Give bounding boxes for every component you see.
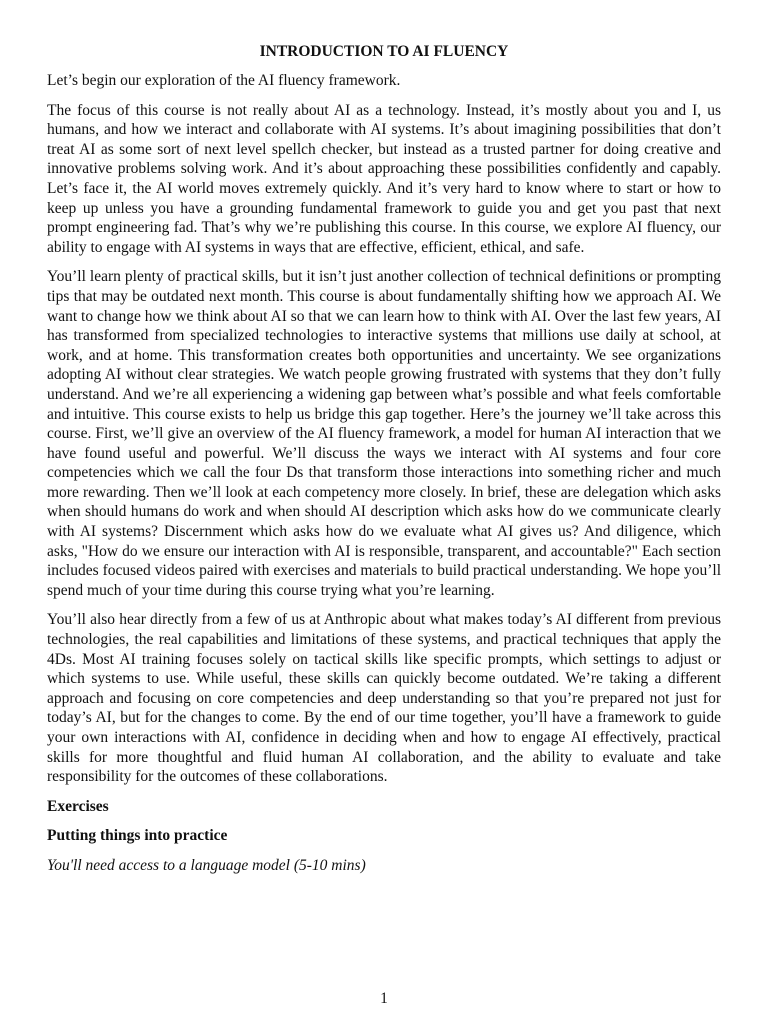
exercises-heading: Exercises bbox=[47, 797, 109, 815]
paragraph-intro: Let’s begin our exploration of the AI fluency framework. bbox=[47, 72, 401, 89]
practice-heading: Putting things into practice bbox=[47, 827, 228, 845]
page-number: 1 bbox=[380, 990, 388, 1007]
paragraph-course-focus: The focus of this course is not really about AI as a technology. Instead, it’s mostly about you and I, us humans, and how we interact and collaborate with AI systems. It’s about imagining possibilities that don’t treat AI as some sort of next level spellch checker, but instead as a trusted partner for doing creative and innovative problems solving work. And it’s about approaching these possibilities confidently and capably. Let’s face it, the AI world moves extremely quickly. And it’s very hard to know where to start or how to keep up unless you have a grounding fundamental framework to guide you and get you past that next prompt engineering fad. That’s why we’re publishing this course. In this course, we explore AI fluency, our ability to engage with AI systems in ways that are effective, efficient, ethical, and safe. bbox=[47, 101, 721, 256]
practice-note: You'll need access to a language model (5-10 mins) bbox=[47, 856, 366, 874]
paragraph-anthropic-perspective: You’ll also hear directly from a few of us at Anthropic about what makes today’s AI different from previous technologies, the real capabilities and limitations of these systems, and practical techniques that apply the 4Ds. Most AI training focuses solely on tactical skills like specific prompts, which settings to adjust or which systems to use. While useful, these skills can quickly become outdated. We’re taking a different approach and focusing on core competencies and deep understanding so that you’re prepared not just for today’s AI, but for the changes to come. By the end of our time together, you’ll have a framework to guide your own interactions with AI, confidence in deciding when and how to engage AI effectively, practical skills for more thoughtful and fluid human AI collaboration, and the ability to evaluate and take responsibility for the outcomes of these collaborations. bbox=[47, 611, 721, 786]
document-page bbox=[47, 42, 721, 876]
paragraph-course-journey: You’ll learn plenty of practical skills, but it isn’t just another collection of technical definitions or prompting tips that may be outdated next month. This course is about fundamentally shifting how we approach AI. We want to change how we think about AI so that we can learn how to think with AI. Over the last few years, AI has transformed from specialized technologies to interactive systems that millions use daily at school, at work, and at home. This transformation creates both opportunities and uncertainty. We see organizations adopting AI without clear strategies. We watch people growing frustrated with systems that they don’t fully understand. And we’re all experiencing a widening gap between what’s possible and what feels comfortable and intuitive. This course exists to help us bridge this gap together. Here’s the journey we’ll take across this course. First, we’ll give an overview of the AI fluency framework, a model for human AI interaction that we have found useful and powerful. We’ll discuss the ways we interact with AI systems and four core competencies which we call the four Ds that transform those interactions into something richer and much more rewarding. Then we’ll look at each competency more closely. In brief, these are delegation which asks when should humans do work and when should AI description which asks how do we communicate clearly with AI systems? Discernment which asks how do we evaluate what AI gives us? And diligence, which asks, "How do we ensure our interaction with AI is responsible, transparent, and accountable?" Each section includes focused videos paired with exercises and materials to build practical understanding. We hope you’ll spend much of your time during this course trying what you’re learning. bbox=[47, 268, 721, 599]
document-title: INTRODUCTION TO AI FLUENCY bbox=[259, 43, 509, 60]
